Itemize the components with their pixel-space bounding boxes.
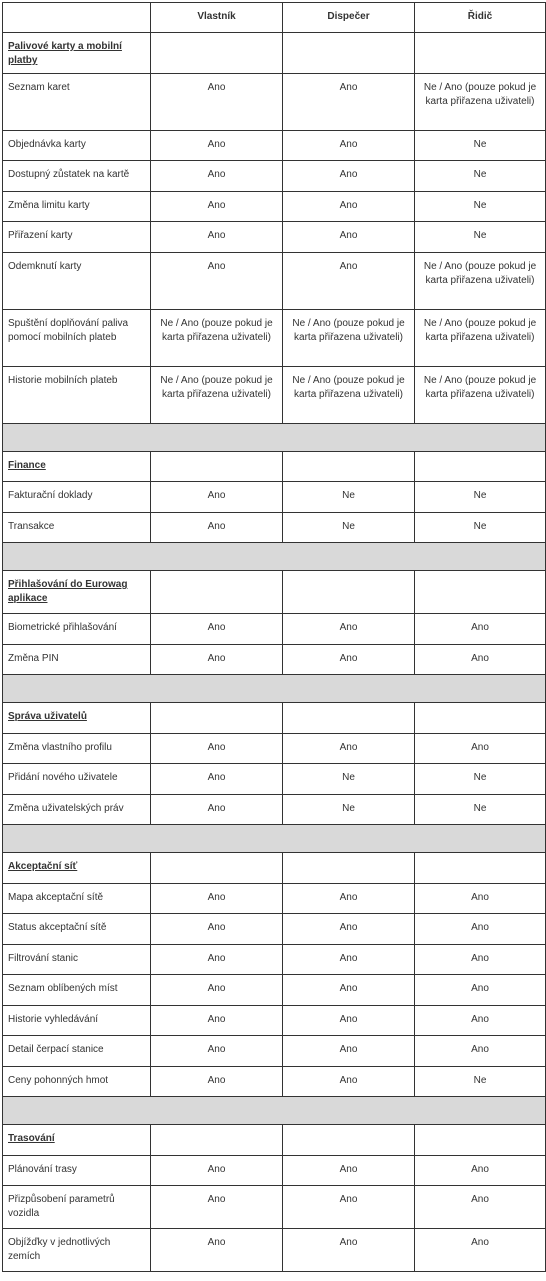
driver-permission-cell: Ano [415,1186,546,1229]
section-heading-row [3,703,546,734]
section-separator [3,675,546,703]
feature-label: Historie mobilních plateb [3,367,151,424]
owner-permission-cell: Ano [151,482,283,513]
table-row [3,253,546,310]
table-body [3,33,546,1272]
driver-permission-cell: Ano [415,945,546,975]
section-title: Finance [3,452,151,482]
owner-permission-cell: Ano [151,914,283,945]
section-separator [3,424,546,452]
table-row [3,192,546,222]
table-row [3,645,546,675]
dispatcher-permission-cell: Ne [283,795,415,825]
feature-label: Filtrování stanic [3,945,151,975]
section-title: Palivové karty a mobilní platby [3,33,151,74]
table-row [3,795,546,825]
section-separator [3,825,546,853]
dispatcher-permission-cell: Ano [283,192,415,222]
feature-label: Přiřazení karty [3,222,151,253]
dispatcher-permission-cell: Ano [283,734,415,764]
separator-cell [3,543,546,571]
driver-permission-cell: Ne / Ano (pouze pokud je karta přiřazena uživateli) [415,74,546,131]
dispatcher-permission-cell: Ano [283,161,415,192]
feature-label: Objížďky v jednotlivých zemích [3,1229,151,1272]
owner-permission-cell: Ano [151,222,283,253]
table-row [3,1067,546,1097]
feature-label: Objednávka karty [3,131,151,161]
section-separator [3,1097,546,1125]
dispatcher-permission-cell: Ano [283,884,415,914]
driver-permission-cell: Ano [415,1229,546,1272]
separator-cell [3,825,546,853]
owner-permission-cell: Ano [151,253,283,310]
driver-permission-cell: Ne / Ano (pouze pokud je karta přiřazena uživateli) [415,253,546,310]
driver-permission-cell: Ano [415,734,546,764]
feature-label: Transakce [3,513,151,543]
owner-permission-cell: Ano [151,161,283,192]
owner-permission-cell: Ano [151,795,283,825]
dispatcher-permission-cell [283,1125,415,1156]
dispatcher-permission-cell: Ano [283,1229,415,1272]
header-driver: Řidič [415,3,546,33]
dispatcher-permission-cell: Ano [283,222,415,253]
owner-permission-cell: Ano [151,1156,283,1186]
driver-permission-cell: Ne [415,513,546,543]
dispatcher-permission-cell: Ne [283,764,415,795]
owner-permission-cell [151,853,283,884]
driver-permission-cell: Ne [415,222,546,253]
separator-cell [3,1097,546,1125]
feature-label: Detail čerpací stanice [3,1036,151,1067]
driver-permission-cell: Ano [415,614,546,645]
owner-permission-cell: Ano [151,513,283,543]
section-title: Správa uživatelů [3,703,151,734]
table-row [3,513,546,543]
table-row [3,1156,546,1186]
driver-permission-cell: Ne [415,795,546,825]
driver-permission-cell [415,33,546,74]
header-dispatcher: Dispečer [283,3,415,33]
feature-label: Spuštění doplňování paliva pomocí mobilních plateb [3,310,151,367]
owner-permission-cell: Ano [151,975,283,1006]
driver-permission-cell [415,452,546,482]
header-empty-cell [3,3,151,33]
driver-permission-cell [415,703,546,734]
driver-permission-cell: Ano [415,1036,546,1067]
driver-permission-cell [415,1125,546,1156]
driver-permission-cell: Ne [415,764,546,795]
table-row [3,914,546,945]
driver-permission-cell: Ano [415,645,546,675]
owner-permission-cell: Ano [151,1186,283,1229]
feature-label: Změna PIN [3,645,151,675]
driver-permission-cell: Ano [415,884,546,914]
dispatcher-permission-cell: Ano [283,645,415,675]
owner-permission-cell [151,1125,283,1156]
dispatcher-permission-cell [283,571,415,614]
owner-permission-cell: Ano [151,945,283,975]
owner-permission-cell: Ano [151,1036,283,1067]
table-row [3,1229,546,1272]
separator-cell [3,424,546,452]
feature-label: Status akceptační sítě [3,914,151,945]
section-heading-row [3,853,546,884]
dispatcher-permission-cell: Ano [283,74,415,131]
table-row [3,74,546,131]
section-heading-row [3,452,546,482]
dispatcher-permission-cell: Ne [283,513,415,543]
feature-label: Seznam oblíbených míst [3,975,151,1006]
dispatcher-permission-cell: Ano [283,253,415,310]
owner-permission-cell [151,571,283,614]
section-title: Přihlašování do Eurowag aplikace [3,571,151,614]
driver-permission-cell: Ne [415,161,546,192]
table-row [3,1006,546,1036]
dispatcher-permission-cell: Ano [283,1156,415,1186]
owner-permission-cell [151,452,283,482]
driver-permission-cell: Ne / Ano (pouze pokud je karta přiřazena uživateli) [415,367,546,424]
table-row [3,734,546,764]
owner-permission-cell: Ano [151,1229,283,1272]
section-heading-row [3,1125,546,1156]
driver-permission-cell: Ano [415,1006,546,1036]
section-heading-row [3,571,546,614]
owner-permission-cell: Ano [151,734,283,764]
permissions-table [2,2,546,1272]
owner-permission-cell: Ano [151,764,283,795]
dispatcher-permission-cell: Ano [283,1036,415,1067]
table-row [3,975,546,1006]
driver-permission-cell: Ne / Ano (pouze pokud je karta přiřazena uživateli) [415,310,546,367]
feature-label: Mapa akceptační sítě [3,884,151,914]
driver-permission-cell: Ne [415,1067,546,1097]
section-title: Trasování [3,1125,151,1156]
table-row [3,764,546,795]
feature-label: Odemknutí karty [3,253,151,310]
owner-permission-cell: Ne / Ano (pouze pokud je karta přiřazena uživateli) [151,367,283,424]
separator-cell [3,675,546,703]
dispatcher-permission-cell [283,33,415,74]
dispatcher-permission-cell: Ano [283,914,415,945]
owner-permission-cell: Ano [151,74,283,131]
dispatcher-permission-cell: Ano [283,614,415,645]
dispatcher-permission-cell: Ne / Ano (pouze pokud je karta přiřazena uživateli) [283,310,415,367]
owner-permission-cell: Ano [151,1067,283,1097]
feature-label: Biometrické přihlašování [3,614,151,645]
dispatcher-permission-cell: Ano [283,1006,415,1036]
dispatcher-permission-cell: Ano [283,1067,415,1097]
dispatcher-permission-cell [283,853,415,884]
feature-label: Ceny pohonných hmot [3,1067,151,1097]
driver-permission-cell: Ano [415,914,546,945]
section-title: Akceptační síť [3,853,151,884]
dispatcher-permission-cell: Ano [283,945,415,975]
table-row [3,222,546,253]
owner-permission-cell: Ano [151,131,283,161]
owner-permission-cell: Ano [151,614,283,645]
table-row [3,482,546,513]
header-owner: Vlastník [151,3,283,33]
driver-permission-cell [415,571,546,614]
table-row [3,1036,546,1067]
header-row [3,3,546,33]
table-row [3,131,546,161]
driver-permission-cell: Ne [415,482,546,513]
section-heading-row [3,33,546,74]
table-row [3,1186,546,1229]
table-row [3,310,546,367]
owner-permission-cell [151,33,283,74]
feature-label: Plánování trasy [3,1156,151,1186]
table-row [3,161,546,192]
owner-permission-cell: Ano [151,1006,283,1036]
feature-label: Přidání nového uživatele [3,764,151,795]
dispatcher-permission-cell [283,703,415,734]
table-row [3,884,546,914]
dispatcher-permission-cell: Ne [283,482,415,513]
dispatcher-permission-cell: Ne / Ano (pouze pokud je karta přiřazena uživateli) [283,367,415,424]
feature-label: Přizpůsobení parametrů vozidla [3,1186,151,1229]
dispatcher-permission-cell: Ano [283,975,415,1006]
driver-permission-cell [415,853,546,884]
table-row [3,614,546,645]
feature-label: Seznam karet [3,74,151,131]
feature-label: Změna limitu karty [3,192,151,222]
owner-permission-cell: Ano [151,645,283,675]
owner-permission-cell: Ne / Ano (pouze pokud je karta přiřazena uživateli) [151,310,283,367]
driver-permission-cell: Ano [415,975,546,1006]
dispatcher-permission-cell [283,452,415,482]
section-separator [3,543,546,571]
dispatcher-permission-cell: Ano [283,131,415,161]
driver-permission-cell: Ne [415,192,546,222]
table-row [3,367,546,424]
dispatcher-permission-cell: Ano [283,1186,415,1229]
table-row [3,945,546,975]
feature-label: Historie vyhledávání [3,1006,151,1036]
owner-permission-cell: Ano [151,884,283,914]
feature-label: Změna uživatelských práv [3,795,151,825]
owner-permission-cell: Ano [151,192,283,222]
driver-permission-cell: Ano [415,1156,546,1186]
feature-label: Změna vlastního profilu [3,734,151,764]
owner-permission-cell [151,703,283,734]
feature-label: Fakturační doklady [3,482,151,513]
driver-permission-cell: Ne [415,131,546,161]
feature-label: Dostupný zůstatek na kartě [3,161,151,192]
